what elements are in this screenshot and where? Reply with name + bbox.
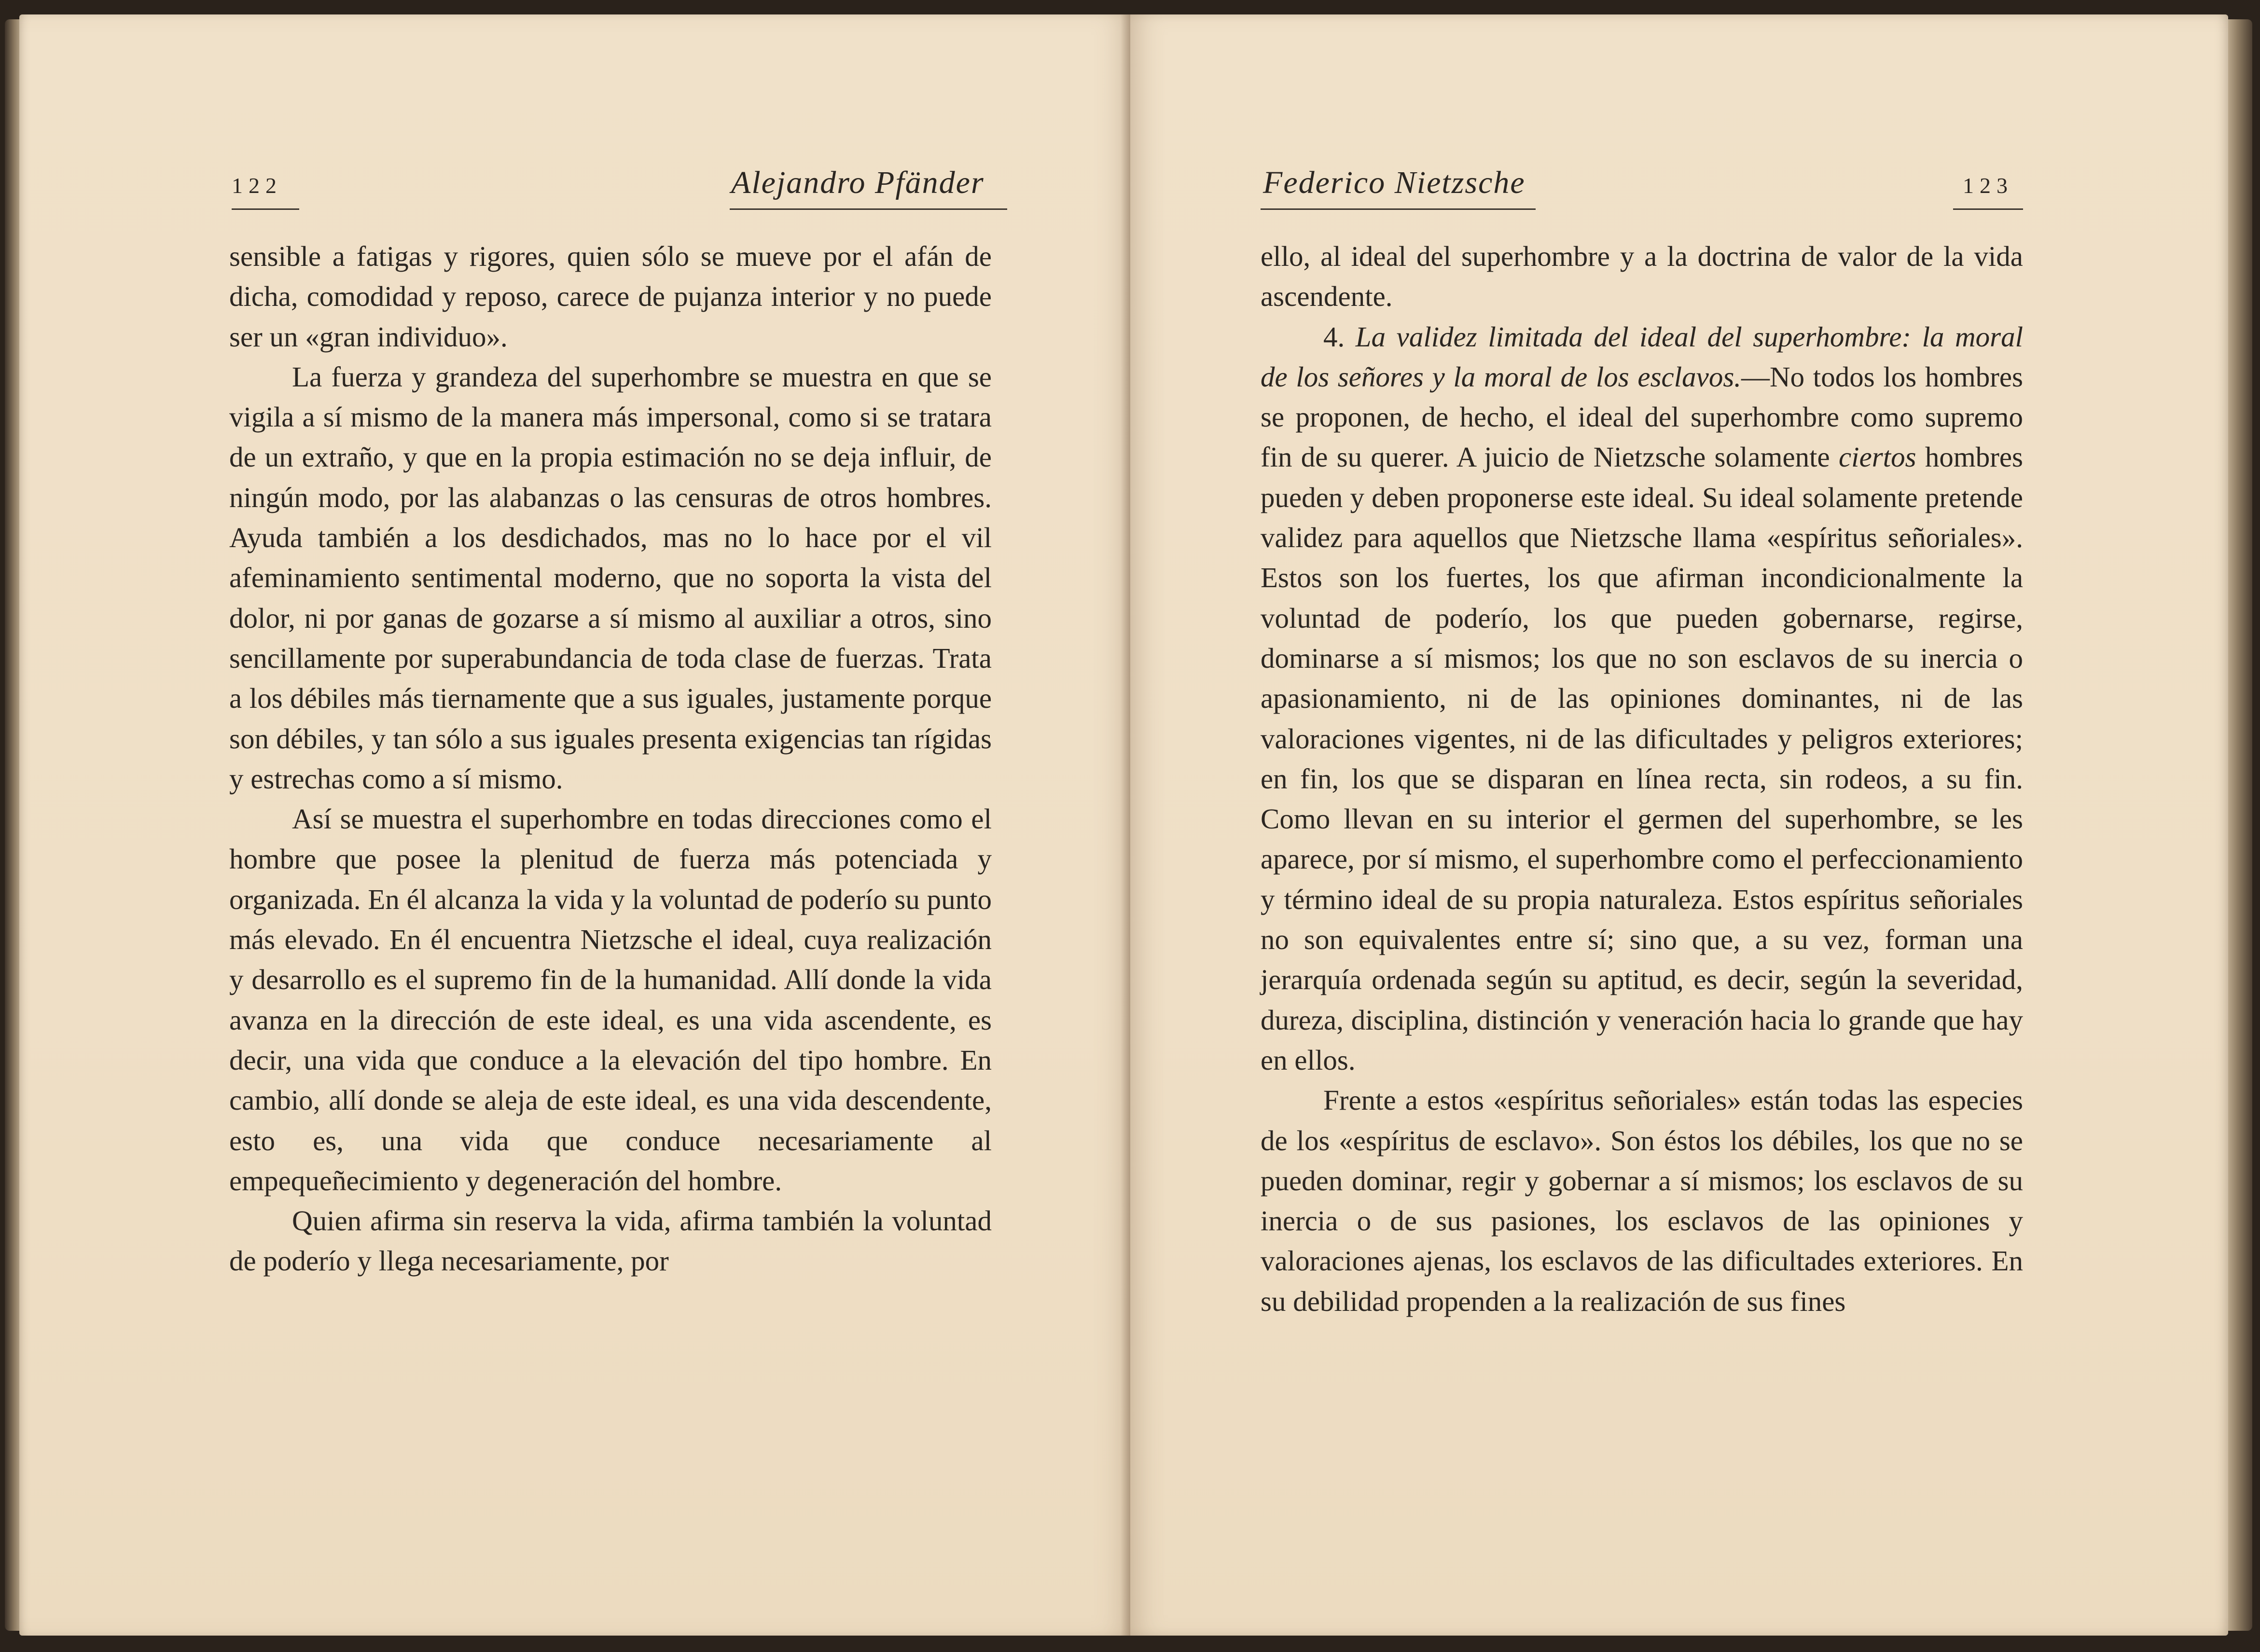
paragraph-text: —No todos los hombres se proponen, de hecho, el ideal del superhombre como supremo fin de su querer. A juicio de Nietzsche solamente: [1261, 360, 2024, 473]
paragraph: sensible a fatigas y rigores, quien sólo se mueve por el afán de dicha, comodidad y reposo, carece de pujanza interior y no puede ser un «gran individuo».: [229, 240, 992, 353]
emphasis: ciertos: [1838, 441, 1916, 473]
running-head: Alejandro Pfänder: [731, 165, 984, 200]
paragraph: [1261, 317, 2023, 1081]
paragraph: Quien afirma sin reserva la vida, afirma también la voluntad de poderío y llega necesariamente, por: [229, 1205, 992, 1277]
right-page-header: [1130, 159, 2228, 212]
header-rule: [730, 208, 1007, 210]
page-number: 122: [232, 173, 282, 198]
left-page: [19, 14, 1130, 1636]
book-edge-left: [5, 19, 21, 1631]
left-page-header: [19, 159, 1130, 212]
header-rule: [1261, 208, 1536, 210]
right-page: [1130, 14, 2228, 1636]
header-rule: [1953, 208, 2023, 210]
paragraph-text: hombres pueden y deben proponerse este ideal. Su ideal solamente pretende validez para aquellos que Nietzsche llama «espíritus señoriales». Estos son los fuertes, los que afirman incondicionalmente la voluntad de poderío, los que pueden gobernarse, regirse, dominarse a sí mismos; los que no son esclavos de su inercia o apasionamiento, ni de las opiniones dominantes, ni de las valoraciones vigentes, ni de las dificultades y peligros exteriores; en fin, los que se disparan en línea recta, sin rodeos, a su fin. Como llevan en su interior el germen del superhombre, se les aparece, por sí mismo, el superhombre como el perfeccionamiento y término ideal de su propia naturaleza. Estos espíritus señoriales no son equivalentes entre sí; sino que, a su vez, forman una jerarquía ordenada según su aptitud, es decir, según la severidad, dureza, disciplina, distinción y veneración hacia lo grande que hay en ellos.: [1261, 441, 2024, 1076]
page-number: 123: [1963, 173, 2013, 198]
paragraph: Frente a estos «espíritus señoriales» están todas las especies de los «espíritus de esclavo». Son éstos los débiles, los que no se pueden dominar, regir y gobernar a sí mismos; los esclavos de su inercia o de sus pasiones, los esclavos de las opiniones y valoraciones ajenas, los esclavos de las dificultades exteriores. En su debilidad propenden a la realización de sus fines: [1261, 1084, 2023, 1317]
section-heading: La validez limitada del ideal del superhombre: la moral de los señores y la moral de los esclavos.: [1261, 320, 2023, 393]
paragraph: La fuerza y grandeza del superhombre se muestra en que se vigila a sí mismo de la manera más impersonal, como si se tratara de un extraño, y que en la propia estimación no se deja influir, de ningún modo, por las alabanzas o las censuras de otros hombres. Ayuda también a los desdichados, mas no lo hace por el vil afeminamiento sentimental moderno, que no soporta la vista del dolor, ni por ganas de gozarse a sí mismo al auxiliar a otros, sino sencillamente por superabundancia de toda clase de fuerzas. Trata a los débiles más tiernamente que a sus iguales, justamente porque son débiles, y tan sólo a sus iguales presenta exigencias tan rígidas y estrechas como a sí mismo.: [229, 360, 992, 795]
header-rule: [232, 208, 299, 210]
paragraph: ello, al ideal del superhombre y a la doctrina de valor de la vida ascendente.: [1261, 240, 2023, 313]
paragraph: Así se muestra el superhombre en todas direcciones como el hombre que posee la plenitud de fuerza más potenciada y organizada. En él alcanza la vida y la voluntad de poderío su punto más elevado. En él encuentra Nietzsche el ideal, cuya realización y desarrollo es el supremo fin de la humanidad. Allí donde la vida avanza en la dirección de este ideal, es una vida ascendente, es decir, una vida que conduce a la elevación del tipo hombre. En cambio, allí donde se aleja de este ideal, es una vida descendente, esto es, una vida que conduce necesariamente al empequeñecimiento y degeneración del hombre.: [229, 803, 992, 1197]
right-body-text: [1261, 236, 2023, 1322]
section-number: 4.: [1323, 320, 1345, 353]
running-head: Federico Nietzsche: [1263, 165, 1525, 200]
left-body-text: [229, 236, 992, 1281]
book-edge-right: [2228, 19, 2252, 1631]
